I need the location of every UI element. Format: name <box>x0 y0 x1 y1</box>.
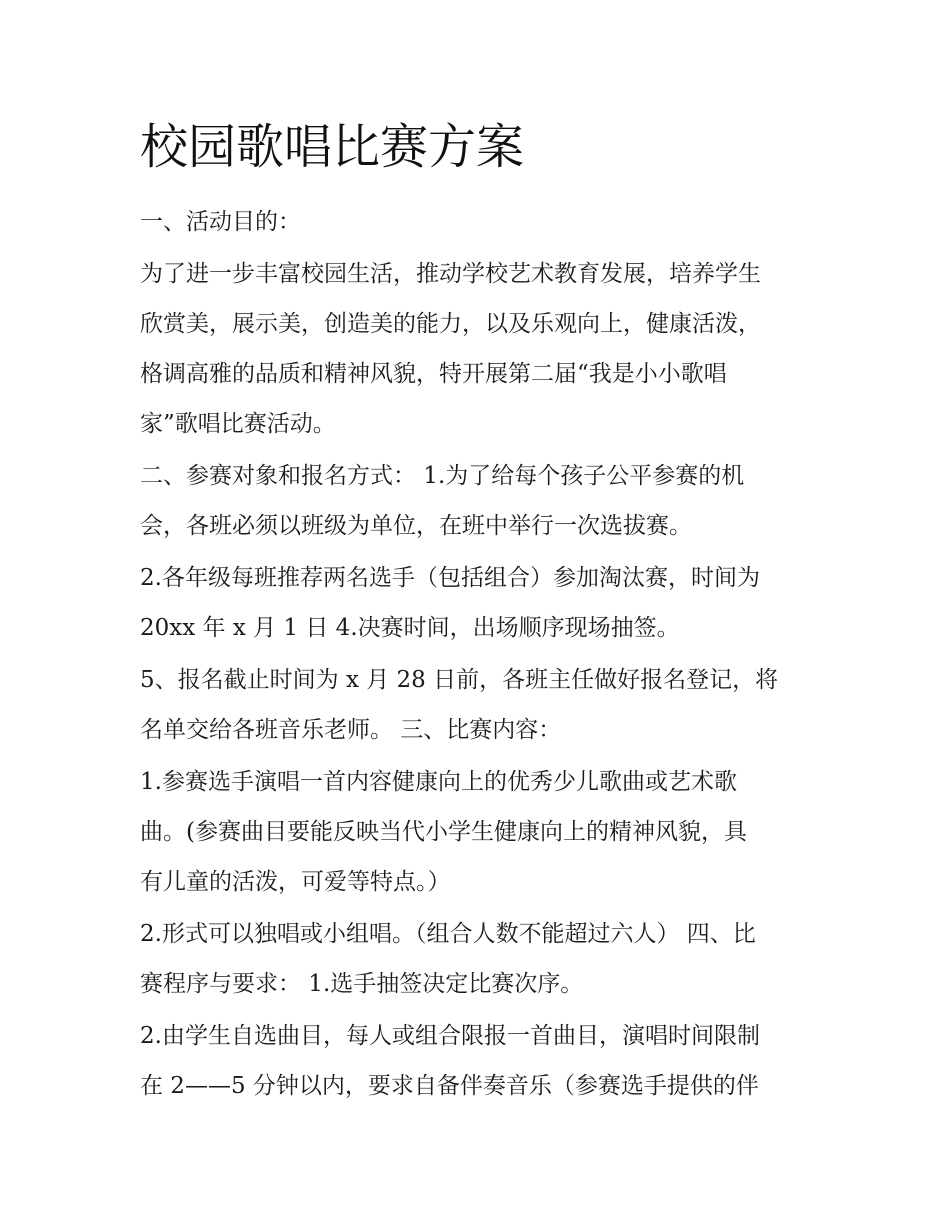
paragraph-line: 赛程序与要求： 1.选手抽签决定比赛次序。 <box>140 971 584 997</box>
paragraph-line: 有儿童的活泼，可爱等特点。） <box>140 869 451 895</box>
paragraph-line: 1.参赛选手演唱一首内容健康向上的优秀少儿歌曲或艺术歌 <box>140 769 737 795</box>
paragraph-line: 为了进一步丰富校园生活，推动学校艺术教育发展，培养学生 <box>140 261 761 287</box>
paragraph-line: 2.形式可以独唱或小组唱。（组合人数不能超过六人） 四、比 <box>140 921 756 947</box>
paragraph-line: 欣赏美，展示美，创造美的能力，以及乐观向上，健康活泼， <box>140 311 761 337</box>
paragraph-line: 曲。(参赛曲目要能反映当代小学生健康向上的精神风貌，具 <box>140 819 747 845</box>
section-heading-purpose: 一、活动目的： <box>140 209 301 235</box>
paragraph-line: 二、参赛对象和报名方式： 1.为了给每个孩子公平参赛的机 <box>140 463 745 489</box>
paragraph-line: 2.由学生自选曲目，每人或组合限报一首曲目，演唱时间限制 <box>140 1023 760 1049</box>
paragraph-line: 5、报名截止时间为 x 月 28 日前，各班主任做好报名登记，将 <box>140 667 779 693</box>
paragraph-line: 2.各年级每班推荐两名选手（包括组合）参加淘汰赛，时间为 <box>140 565 760 591</box>
paragraph-line: 20xx 年 x 月 1 日 4.决赛时间，出场顺序现场抽签。 <box>140 615 680 641</box>
paragraph-line: 会，各班必须以班级为单位，在班中举行一次选拔赛。 <box>140 513 692 539</box>
paragraph-line: 格调高雅的品质和精神风貌，特开展第二届“我是小小歌唱 <box>140 361 727 387</box>
paragraph-line: 名单交给各班音乐老师。 三、比赛内容： <box>140 717 562 743</box>
paragraph-line: 在 2——5 分钟以内，要求自备伴奏音乐（参赛选手提供的伴 <box>140 1073 759 1099</box>
document-title: 校园歌唱比赛方案 <box>140 119 525 175</box>
paragraph-line: 家”歌唱比赛活动。 <box>140 411 336 437</box>
